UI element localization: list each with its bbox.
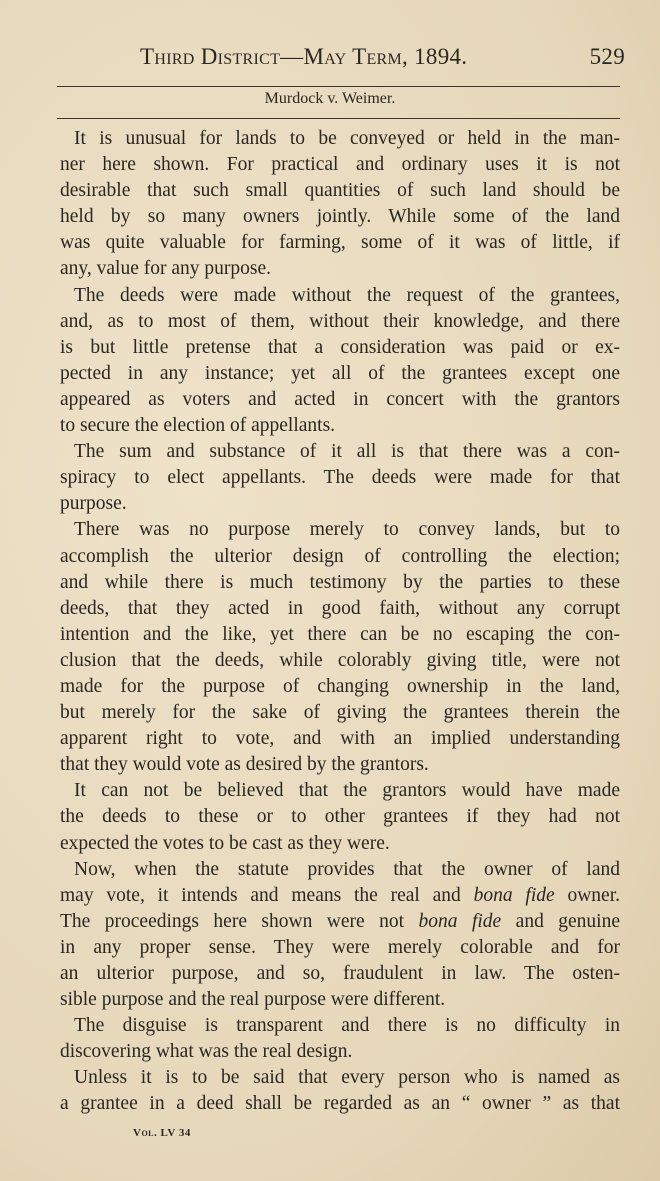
text-line: clusion that the deeds, while colorably giving title, were not	[60, 649, 620, 671]
text-line: It is unusual for lands to be conveyed or held in the man-	[74, 128, 620, 149]
text-line: in any proper sense. They were merely colorable and for	[60, 936, 620, 958]
text-line: a grantee in a deed shall be regarded as an “ owner ” as that	[60, 1093, 620, 1115]
text-line: discovering what was the real design.	[60, 1041, 353, 1063]
text-line: any, value for any purpose.	[60, 258, 271, 280]
text-line: It can not be believed that the grantors would have made	[74, 780, 620, 802]
text-line: spiracy to elect appellants. The deeds were made for that	[60, 467, 620, 489]
text-line: purpose.	[60, 493, 127, 515]
text-line: accomplish the ulterior design of controlling the election;	[60, 545, 620, 567]
body-text	[60, 126, 620, 1118]
text-line: The proceedings here shown were not bona fide and genuine	[60, 910, 621, 932]
text-line: that they would vote as desired by the grantors.	[60, 754, 429, 776]
text-line: appeared as voters and acted in concert with the grantors	[60, 388, 620, 410]
page-number: 529	[589, 44, 625, 69]
text-line: desirable that such small quantities of such land should be	[60, 180, 620, 202]
signature-mark	[133, 1127, 191, 1139]
text-line: and, as to most of them, without their knowledge, and there	[60, 310, 620, 332]
header-rule	[57, 86, 620, 87]
text-line: held by so many owners jointly. While some of the land	[60, 206, 620, 228]
running-head	[140, 44, 625, 70]
text-line: expected the votes to be cast as they were.	[60, 832, 390, 854]
text-line: Unless it is to be said that every person who is named as	[74, 1067, 620, 1089]
text-line: Now, when the statute provides that the owner of land	[74, 858, 620, 880]
text-line: sible purpose and the real purpose were different.	[60, 989, 446, 1011]
text-line: The disguise is transparent and there is no difficulty in	[74, 1015, 620, 1037]
text-line: made for the purpose of changing ownership in the land,	[60, 675, 620, 697]
text-line: the deeds to these or to other grantees if they had not	[60, 806, 620, 828]
text-line: was quite valuable for farming, some of it was of little, if	[60, 232, 620, 254]
text-line: to secure the election of appellants.	[60, 415, 336, 437]
case-title: Murdock v. Weimer.	[264, 90, 396, 107]
signature-text: Vol. LV 34	[133, 1127, 191, 1139]
text-line: apparent right to vote, and with an implied understanding	[60, 728, 620, 750]
text-line: may vote, it intends and means the real and bona fide owner.	[60, 884, 620, 906]
running-head-title: Third District—May Term, 1894.	[140, 44, 468, 69]
text-line: There was no purpose merely to convey lands, but to	[74, 519, 620, 541]
text-line: is but little pretense that a consideration was paid or ex-	[60, 336, 620, 358]
text-line: intention and the like, yet there can be no escaping the con-	[60, 623, 620, 645]
text-line: and while there is much testimony by the parties to these	[60, 571, 620, 593]
text-line: ner here shown. For practical and ordinary uses it is not	[60, 154, 620, 176]
text-line: an ulterior purpose, and so, fraudulent in law. The osten-	[60, 963, 620, 984]
text-line: deeds, that they acted in good faith, without any corrupt	[60, 597, 620, 619]
case-title-rule	[57, 118, 620, 119]
text-line: The sum and substance of it all is that there was a con-	[74, 441, 620, 463]
text-line: pected in any instance; yet all of the grantees except one	[60, 362, 620, 384]
text-line: The deeds were made without the request of the grantees,	[74, 284, 620, 306]
text-line: but merely for the sake of giving the grantees therein the	[60, 702, 620, 724]
